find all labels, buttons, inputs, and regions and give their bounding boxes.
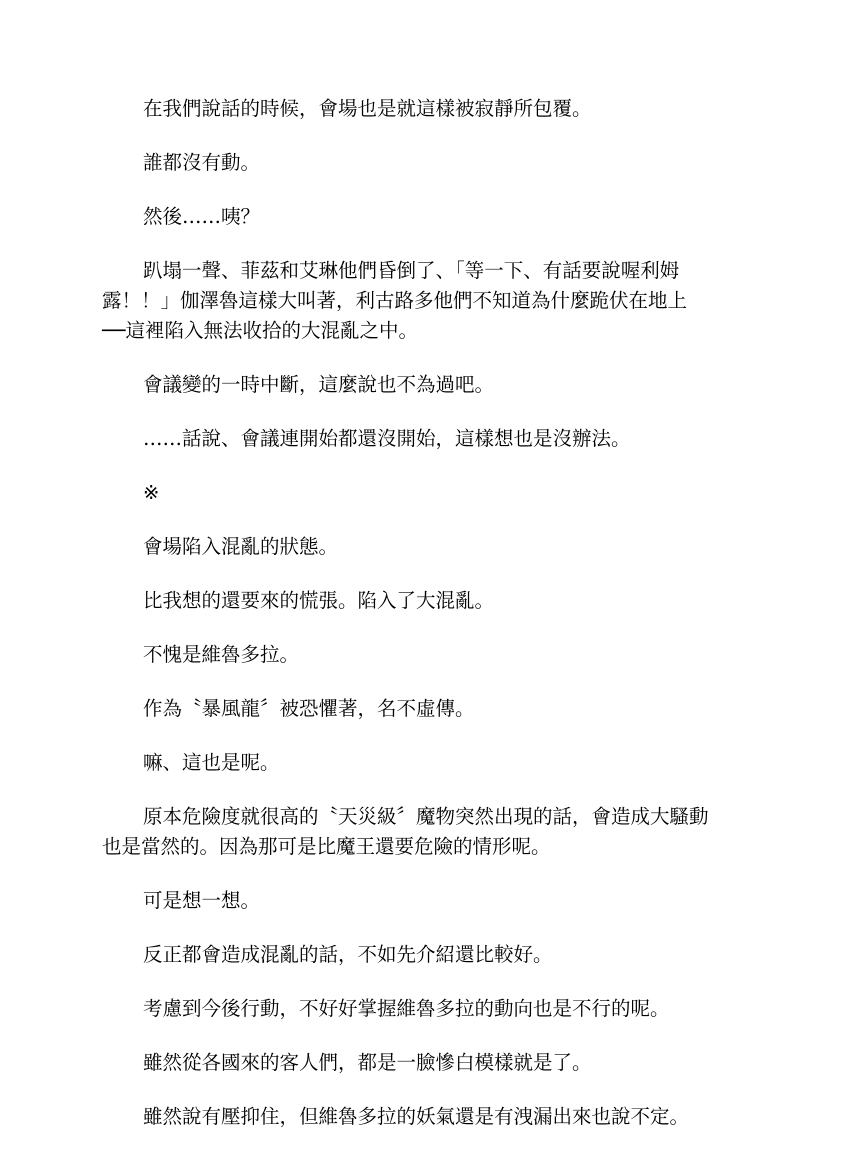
paragraph-line: 嘛、這也是呢。 [143,751,280,774]
paragraph-line: 也是當然的。因為那可是比魔王還要危險的情形呢。 [102,835,551,858]
paragraph [102,694,752,724]
paragraph-line: 趴塌一聲、菲茲和艾琳他們昏倒了、「等一下、有話要說喔利姆 [143,259,680,282]
paragraph-line: 誰都沒有動。 [143,151,261,174]
paragraph-line: 作為〝暴風龍〞被恐懼著，名不虛傳。 [143,697,475,720]
paragraph [102,886,752,916]
paragraph [102,748,752,778]
paragraph [102,1048,752,1078]
paragraph-line: 露！！」伽澤魯這樣大叫著，利古路多他們不知道為什麼跪伏在地上 [102,289,688,312]
paragraph [102,532,752,562]
paragraph-line: 在我們說話的時候，會場也是就這樣被寂靜所包覆。 [143,97,592,120]
paragraph-line: 考慮到今後行動，不好好掌握維魯多拉的動向也是不行的呢。 [143,997,670,1020]
paragraph-line: 不愧是維魯多拉。 [143,643,300,666]
paragraph-line: 會議變的一時中斷，這麼說也不為過吧。 [143,373,495,396]
paragraph [102,478,752,508]
paragraph [102,994,752,1024]
paragraph [102,256,752,346]
paragraph-line: 可是想一想。 [143,889,261,912]
paragraph [102,370,752,400]
paragraph-line: 原本危險度就很高的〝天災級〞魔物突然出現的話，會造成大騷動 [143,805,709,828]
paragraph-line: 然後……咦？ [143,205,261,228]
paragraph [102,148,752,178]
paragraph-line: ……話說、會議連開始都還沒開始，這樣想也是沒辦法。 [143,427,631,450]
paragraph-line: 反正都會造成混亂的話，不如先介紹還比較好。 [143,943,553,966]
paragraph [102,424,752,454]
paragraph-line: 比我想的還要來的慌張。陷入了大混亂。 [143,589,495,612]
paragraph-line: ──這裡陷入無法收拾的大混亂之中。 [102,319,418,342]
paragraph [102,1102,752,1132]
paragraph-line: 雖然從各國來的客人們，都是一臉慘白模樣就是了。 [143,1051,592,1074]
paragraph-line: 會場陷入混亂的狀態。 [143,535,339,558]
paragraph [102,940,752,970]
paragraph-line: ※ [143,481,160,504]
paragraph [102,586,752,616]
paragraph [102,640,752,670]
paragraph [102,202,752,232]
paragraph [102,94,752,124]
paragraph [102,802,752,862]
paragraph-line: 雖然說有壓抑住，但維魯多拉的妖氣還是有洩漏出來也說不定。 [143,1105,690,1128]
text-column [102,94,752,1156]
